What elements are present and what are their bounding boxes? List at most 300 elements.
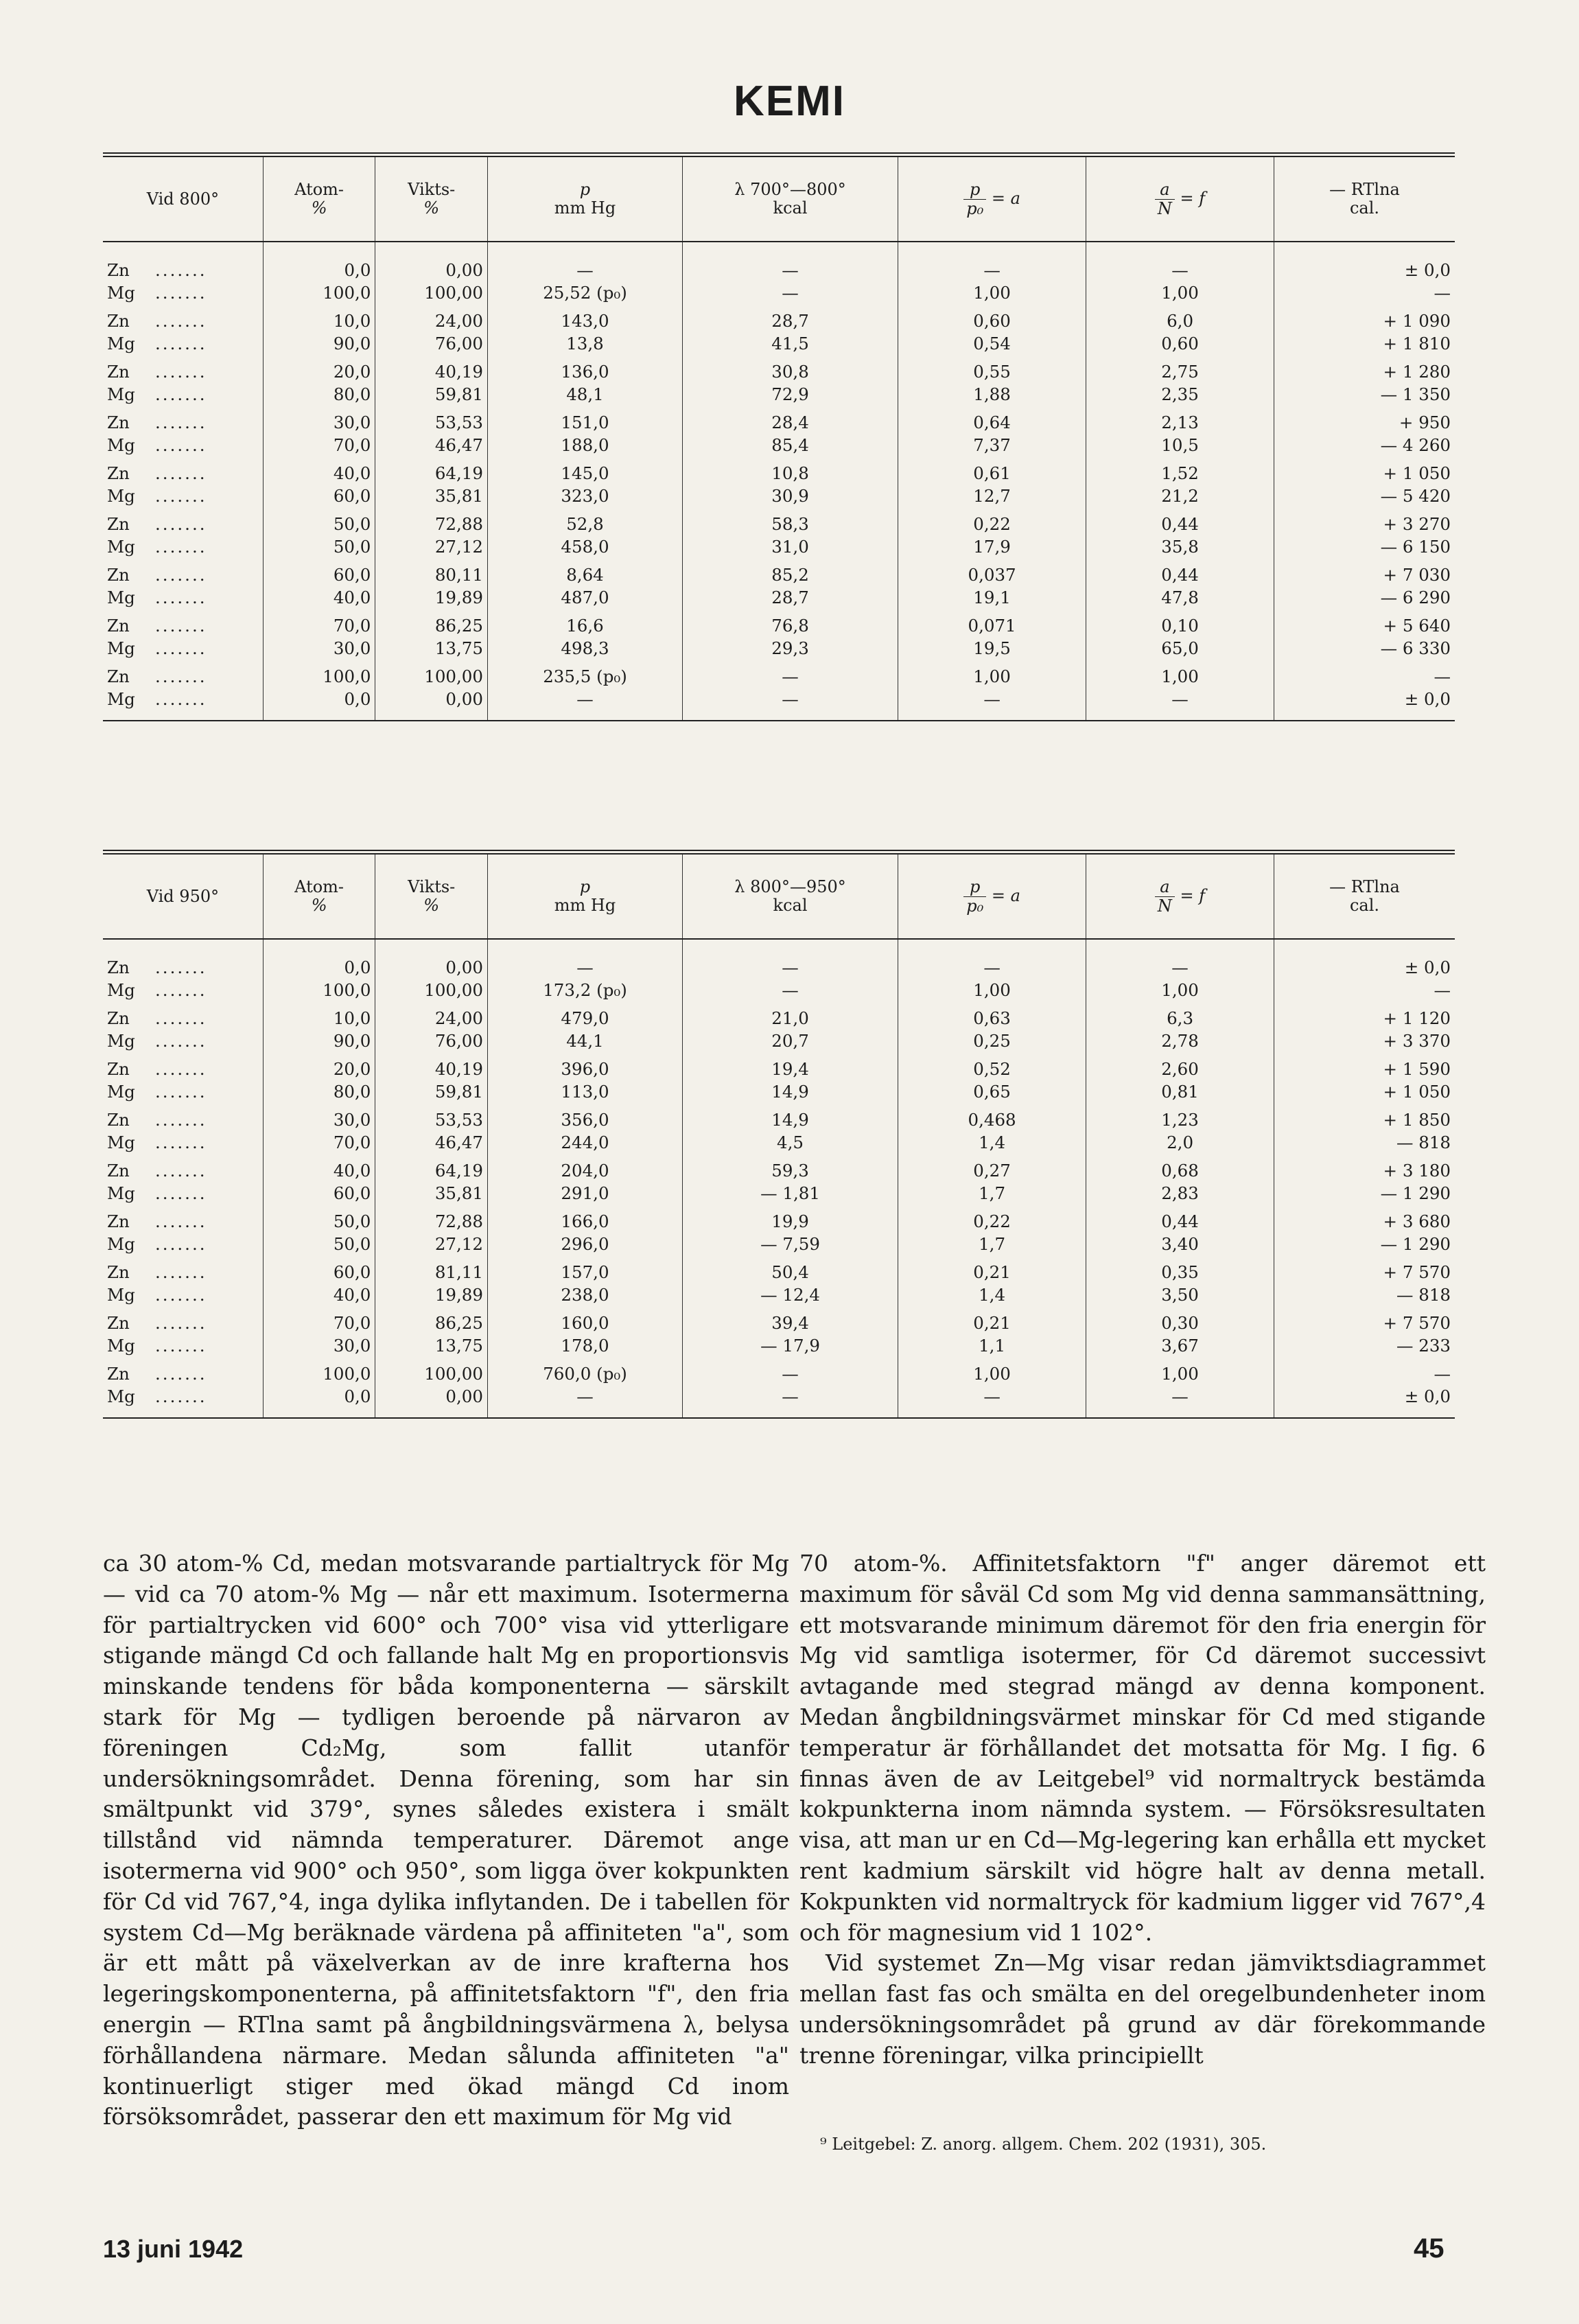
table-cell: —	[682, 281, 898, 304]
table-cell: 166,0	[487, 1205, 682, 1233]
table-cell	[103, 332, 263, 355]
table-cell: 1,00	[1086, 1357, 1274, 1385]
table-cell: 76,00	[375, 332, 488, 355]
table-cell	[103, 1080, 263, 1103]
table-cell	[103, 1306, 263, 1334]
table-cell: + 1 280	[1274, 355, 1455, 383]
table-cell: 44,1	[487, 1030, 682, 1052]
table-cell: 0,68	[1086, 1154, 1274, 1182]
table-cell: — 12,4	[682, 1283, 898, 1306]
table-cell: 0,61	[898, 456, 1086, 485]
body-column-left	[103, 1548, 789, 2133]
table-cell: 6,0	[1086, 304, 1274, 332]
table-cell: 28,7	[682, 304, 898, 332]
table-cell: —	[1274, 660, 1455, 688]
leader-dots: .......	[155, 435, 207, 455]
table-cell: 188,0	[487, 434, 682, 456]
table-cell: 2,83	[1086, 1182, 1274, 1205]
table-cell	[103, 1103, 263, 1131]
table-cell: 100,00	[375, 1357, 488, 1385]
element-symbol: Mg	[107, 1386, 135, 1406]
header-temp: Vid 800°	[103, 155, 263, 242]
table-row	[103, 1052, 1455, 1080]
table-row	[103, 1030, 1455, 1052]
footer-date: 13 juni 1942	[103, 2235, 244, 2263]
table-row	[103, 939, 1455, 979]
table-cell: 0,0	[263, 242, 375, 281]
table-cell: 0,22	[898, 1205, 1086, 1233]
table-cell: 65,0	[1086, 637, 1274, 660]
table-row	[103, 1205, 1455, 1233]
table-cell: 1,00	[898, 660, 1086, 688]
table-cell: — 1,81	[682, 1182, 898, 1205]
table-cell: + 1 120	[1274, 1001, 1455, 1030]
leader-dots: .......	[155, 1008, 207, 1028]
table-cell: 72,9	[682, 383, 898, 406]
table-cell: + 3 270	[1274, 507, 1455, 535]
table-cell: 487,0	[487, 586, 682, 609]
table-cell: 0,00	[375, 1385, 488, 1418]
table-cell: 0,21	[898, 1255, 1086, 1283]
table-cell: —	[487, 242, 682, 281]
table-800	[103, 152, 1455, 721]
table-cell: 1,4	[898, 1131, 1086, 1154]
table-cell: 498,3	[487, 637, 682, 660]
table-row	[103, 1255, 1455, 1283]
table-cell: 40,19	[375, 355, 488, 383]
table-cell: 20,0	[263, 355, 375, 383]
table-cell: 10,5	[1086, 434, 1274, 456]
table-cell: —	[682, 1385, 898, 1418]
table-cell: + 7 030	[1274, 558, 1455, 586]
table-row	[103, 1182, 1455, 1205]
table-cell: 2,75	[1086, 355, 1274, 383]
table-cell: 50,0	[263, 1205, 375, 1233]
leader-dots: .......	[155, 260, 207, 280]
table-cell: 1,88	[898, 383, 1086, 406]
table-cell: 27,12	[375, 1233, 488, 1255]
table-cell: 0,037	[898, 558, 1086, 586]
element-symbol: Mg	[107, 537, 135, 557]
table-cell: 244,0	[487, 1131, 682, 1154]
table-cell: 46,47	[375, 1131, 488, 1154]
table-cell: — 233	[1274, 1334, 1455, 1357]
element-symbol: Zn	[107, 463, 130, 483]
table-cell	[103, 939, 263, 979]
table-row	[103, 1233, 1455, 1255]
table-cell: — 5 420	[1274, 485, 1455, 507]
table-cell: 72,88	[375, 507, 488, 535]
table-cell: + 1 850	[1274, 1103, 1455, 1131]
footnote: ⁹ Leitgebel: Z. anorg. allgem. Chem. 202 (1931), 305.	[820, 2135, 1267, 2154]
leader-dots: .......	[155, 1082, 207, 1102]
table-cell: 47,8	[1086, 586, 1274, 609]
table-cell: 30,0	[263, 1103, 375, 1131]
table-cell: ± 0,0	[1274, 242, 1455, 281]
table-cell: — 7,59	[682, 1233, 898, 1255]
table-cell: 41,5	[682, 332, 898, 355]
table-cell: 0,55	[898, 355, 1086, 383]
table-row	[103, 485, 1455, 507]
table-cell: 10,0	[263, 304, 375, 332]
table-cell	[103, 281, 263, 304]
leader-dots: .......	[155, 980, 207, 1000]
leader-dots: .......	[155, 957, 207, 977]
table-cell: 21,0	[682, 1001, 898, 1030]
table-cell: + 1 050	[1274, 456, 1455, 485]
header-pressure: p mm Hg	[487, 852, 682, 940]
table-cell: 85,4	[682, 434, 898, 456]
header-atom: Atom- %	[263, 155, 375, 242]
leader-dots: .......	[155, 588, 207, 607]
table-cell	[103, 1182, 263, 1205]
table-cell: 458,0	[487, 535, 682, 558]
table-cell: + 1 810	[1274, 332, 1455, 355]
leader-dots: .......	[155, 1183, 207, 1203]
table-cell: 113,0	[487, 1080, 682, 1103]
leader-dots: .......	[155, 1161, 207, 1181]
leader-dots: .......	[155, 1313, 207, 1333]
table-cell: 29,3	[682, 637, 898, 660]
table-cell: 479,0	[487, 1001, 682, 1030]
table-cell	[103, 456, 263, 485]
table-cell: 31,0	[682, 535, 898, 558]
table-cell: 40,0	[263, 456, 375, 485]
leader-dots: .......	[155, 1285, 207, 1305]
table-cell: 39,4	[682, 1306, 898, 1334]
table-row	[103, 456, 1455, 485]
table-cell: 0,00	[375, 688, 488, 721]
table-cell: 0,25	[898, 1030, 1086, 1052]
table-cell: —	[682, 1357, 898, 1385]
table-row	[103, 1334, 1455, 1357]
table-cell: 14,9	[682, 1103, 898, 1131]
table-cell: — 818	[1274, 1131, 1455, 1154]
table-cell: 8,64	[487, 558, 682, 586]
table-row	[103, 637, 1455, 660]
table-cell: 19,4	[682, 1052, 898, 1080]
table-cell: 1,23	[1086, 1103, 1274, 1131]
table-cell: + 1 590	[1274, 1052, 1455, 1080]
element-symbol: Zn	[107, 1161, 130, 1181]
element-symbol: Zn	[107, 412, 130, 432]
table-cell: 296,0	[487, 1233, 682, 1255]
element-symbol: Zn	[107, 565, 130, 585]
table-cell: 2,60	[1086, 1052, 1274, 1080]
leader-dots: .......	[155, 1059, 207, 1079]
header-lambda: λ 700°—800° kcal	[682, 155, 898, 242]
table-cell	[103, 1205, 263, 1233]
table-cell: 20,7	[682, 1030, 898, 1052]
table-cell: 0,071	[898, 609, 1086, 637]
element-symbol: Mg	[107, 283, 135, 303]
table-cell: 2,0	[1086, 1131, 1274, 1154]
element-symbol: Zn	[107, 1262, 130, 1282]
table-row	[103, 1357, 1455, 1385]
table-row	[103, 434, 1455, 456]
table-cell: ± 0,0	[1274, 688, 1455, 721]
table-cell: — 1 350	[1274, 383, 1455, 406]
table-cell: 291,0	[487, 1182, 682, 1205]
element-symbol: Mg	[107, 1285, 135, 1305]
table-cell	[103, 558, 263, 586]
element-symbol: Mg	[107, 588, 135, 607]
table-cell: 60,0	[263, 1182, 375, 1205]
table-cell: — 17,9	[682, 1334, 898, 1357]
table-cell: 7,37	[898, 434, 1086, 456]
table-row	[103, 586, 1455, 609]
table-row	[103, 1103, 1455, 1131]
table-cell: 1,7	[898, 1233, 1086, 1255]
table-cell: 28,7	[682, 586, 898, 609]
table-row	[103, 304, 1455, 332]
table-cell: 64,19	[375, 1154, 488, 1182]
table-cell: 0,81	[1086, 1080, 1274, 1103]
table-cell: 50,4	[682, 1255, 898, 1283]
table-cell: ± 0,0	[1274, 1385, 1455, 1418]
table-cell: 50,0	[263, 535, 375, 558]
table-cell: —	[487, 688, 682, 721]
table-row	[103, 355, 1455, 383]
table-cell	[103, 242, 263, 281]
table-cell: 238,0	[487, 1283, 682, 1306]
table-cell: 0,65	[898, 1080, 1086, 1103]
table-cell: ± 0,0	[1274, 939, 1455, 979]
header-rtlna: — RTlna cal.	[1274, 155, 1455, 242]
table-cell: 80,0	[263, 383, 375, 406]
table-cell	[103, 1131, 263, 1154]
table-cell: 58,3	[682, 507, 898, 535]
table-cell: 3,40	[1086, 1233, 1274, 1255]
element-symbol: Mg	[107, 689, 135, 709]
table-row	[103, 1131, 1455, 1154]
leader-dots: .......	[155, 565, 207, 585]
table-cell: 19,1	[898, 586, 1086, 609]
table-cell: 16,6	[487, 609, 682, 637]
table-row	[103, 1385, 1455, 1418]
header-ratio-f: $\frac{a}{N}$ = f	[1086, 852, 1274, 940]
table-cell: 53,53	[375, 406, 488, 434]
table-cell	[103, 1334, 263, 1357]
table-cell: 100,00	[375, 281, 488, 304]
table-cell: —	[682, 688, 898, 721]
table-cell	[103, 535, 263, 558]
table-cell: 0,21	[898, 1306, 1086, 1334]
table-cell: 14,9	[682, 1080, 898, 1103]
element-symbol: Zn	[107, 1059, 130, 1079]
table-cell: 2,13	[1086, 406, 1274, 434]
table-cell: —	[898, 939, 1086, 979]
table-cell	[103, 507, 263, 535]
table-cell: — 1 290	[1274, 1233, 1455, 1255]
table-cell: 160,0	[487, 1306, 682, 1334]
table-cell	[103, 1255, 263, 1283]
table-cell: 70,0	[263, 1306, 375, 1334]
table-cell: — 6 330	[1274, 637, 1455, 660]
table-cell: 396,0	[487, 1052, 682, 1080]
leader-dots: .......	[155, 689, 207, 709]
table-cell: 59,81	[375, 1080, 488, 1103]
table-cell: —	[1086, 688, 1274, 721]
table-cell: 30,9	[682, 485, 898, 507]
table-cell: 0,468	[898, 1103, 1086, 1131]
table-cell: 2,35	[1086, 383, 1274, 406]
table-cell: 81,11	[375, 1255, 488, 1283]
element-symbol: Zn	[107, 666, 130, 686]
element-symbol: Mg	[107, 1336, 135, 1356]
table-cell: —	[487, 1385, 682, 1418]
table-cell: 86,25	[375, 609, 488, 637]
table-cell: 24,00	[375, 304, 488, 332]
table-cell: 157,0	[487, 1255, 682, 1283]
table-row	[103, 1080, 1455, 1103]
table-cell: 178,0	[487, 1334, 682, 1357]
table-row	[103, 507, 1455, 535]
table-cell: — 4 260	[1274, 434, 1455, 456]
table-cell: 323,0	[487, 485, 682, 507]
table-cell: 30,0	[263, 406, 375, 434]
table-cell: 35,81	[375, 1182, 488, 1205]
table-row	[103, 281, 1455, 304]
leader-dots: .......	[155, 514, 207, 534]
table-cell: 40,19	[375, 1052, 488, 1080]
table-cell: —	[1274, 281, 1455, 304]
table-cell	[103, 1030, 263, 1052]
table-cell: 35,81	[375, 485, 488, 507]
table-cell: 0,60	[898, 304, 1086, 332]
table-cell: 35,8	[1086, 535, 1274, 558]
table-cell: 0,44	[1086, 558, 1274, 586]
leader-dots: .......	[155, 1110, 207, 1130]
leader-dots: .......	[155, 616, 207, 636]
table-cell: 151,0	[487, 406, 682, 434]
element-symbol: Zn	[107, 1313, 130, 1333]
table-cell: 90,0	[263, 332, 375, 355]
table-cell: 13,75	[375, 1334, 488, 1357]
table-row	[103, 609, 1455, 637]
table-cell: 145,0	[487, 456, 682, 485]
table-cell: 0,60	[1086, 332, 1274, 355]
table-cell: 85,2	[682, 558, 898, 586]
table-cell: 50,0	[263, 507, 375, 535]
table-cell: 173,2 (p₀)	[487, 979, 682, 1001]
table-cell: 0,30	[1086, 1306, 1274, 1334]
leader-dots: .......	[155, 412, 207, 432]
table-cell: 100,00	[375, 979, 488, 1001]
table-cell: 17,9	[898, 535, 1086, 558]
table-cell: + 7 570	[1274, 1255, 1455, 1283]
leader-dots: .......	[155, 638, 207, 658]
table-cell: 25,52 (p₀)	[487, 281, 682, 304]
table-cell: 64,19	[375, 456, 488, 485]
table-cell	[103, 355, 263, 383]
table-row	[103, 1154, 1455, 1182]
table-cell: 21,2	[1086, 485, 1274, 507]
table-cell: 1,7	[898, 1182, 1086, 1205]
table-cell: 28,4	[682, 406, 898, 434]
table-cell: + 1 050	[1274, 1080, 1455, 1103]
table-cell: 59,3	[682, 1154, 898, 1182]
table-cell	[103, 1283, 263, 1306]
element-symbol: Mg	[107, 980, 135, 1000]
table-cell: 30,0	[263, 1334, 375, 1357]
table-cell: 40,0	[263, 586, 375, 609]
table-cell	[103, 609, 263, 637]
table-cell	[103, 383, 263, 406]
table-cell: 0,44	[1086, 1205, 1274, 1233]
table-cell: 100,0	[263, 979, 375, 1001]
element-symbol: Mg	[107, 1031, 135, 1051]
table-cell: 0,0	[263, 1385, 375, 1418]
table-cell: 0,0	[263, 688, 375, 721]
table-cell: —	[682, 242, 898, 281]
table-cell: 13,8	[487, 332, 682, 355]
table-cell: — 818	[1274, 1283, 1455, 1306]
element-symbol: Zn	[107, 1211, 130, 1231]
element-symbol: Mg	[107, 1234, 135, 1254]
table-cell: 72,88	[375, 1205, 488, 1233]
table-cell: 30,0	[263, 637, 375, 660]
leader-dots: .......	[155, 384, 207, 404]
table-cell: 52,8	[487, 507, 682, 535]
table-cell: 1,00	[1086, 979, 1274, 1001]
table-cell: 0,52	[898, 1052, 1086, 1080]
table-cell: 10,8	[682, 456, 898, 485]
table-row	[103, 979, 1455, 1001]
table-cell: 3,67	[1086, 1334, 1274, 1357]
table-cell: 40,0	[263, 1283, 375, 1306]
table-row	[103, 383, 1455, 406]
table-950	[103, 850, 1455, 1419]
table-cell: —	[682, 979, 898, 1001]
header-temp: Vid 950°	[103, 852, 263, 940]
table-cell: 0,54	[898, 332, 1086, 355]
table-cell: — 6 290	[1274, 586, 1455, 609]
leader-dots: .......	[155, 666, 207, 686]
leader-dots: .......	[155, 311, 207, 331]
table-cell	[103, 1154, 263, 1182]
table-cell: + 3 180	[1274, 1154, 1455, 1182]
table-cell	[103, 304, 263, 332]
table-row	[103, 242, 1455, 281]
table-row	[103, 535, 1455, 558]
leader-dots: .......	[155, 334, 207, 353]
table-cell: 24,00	[375, 1001, 488, 1030]
table-cell: —	[1274, 1357, 1455, 1385]
table-cell: 0,44	[1086, 507, 1274, 535]
leader-dots: .......	[155, 1031, 207, 1051]
leader-dots: .......	[155, 283, 207, 303]
element-symbol: Zn	[107, 514, 130, 534]
table-cell: 1,00	[1086, 660, 1274, 688]
table-cell: 50,0	[263, 1233, 375, 1255]
table-cell: + 950	[1274, 406, 1455, 434]
table-cell: 6,3	[1086, 1001, 1274, 1030]
header-vikt: Vikts- %	[375, 155, 488, 242]
paragraph: ca 30 atom-% Cd, medan motsvarande partialtryck för Mg — vid ca 70 atom-% Mg — når ett maximum. Isotermerna för partialtrycken vid 600° och 700° visa vid ytterligare stigande mängd Cd och fallande halt Mg en proportionsvis minskande tendens för båda komponenterna — särskilt stark för Mg — tydligen beroende på närvaron av föreningen Cd₂Mg, som fallit utanför undersökningsområdet. Denna förening, som har sin smältpunkt vid 379°, synes således existera i smält tillstånd vid nämnda temperaturer. Däremot ange isotermerna vid 900° och 950°, som ligga över kokpunkten för Cd vid 767,°4, inga dylika inflytanden. De i tabellen för system Cd—Mg beräknade värdena på affiniteten "a", som är ett mått på växelverkan av de inre krafterna hos legeringskomponenterna, på affinitetsfaktorn "f", den fria energin — RTlna samt på ångbildningsvärmena λ, belysa förhållandena närmare. Medan sålunda affiniteten "a" kontinuerligt stiger med ökad mängd Cd inom försöksområdet, passerar den ett maximum för Mg vid	[103, 1550, 789, 2130]
table-row	[103, 406, 1455, 434]
table-cell	[103, 586, 263, 609]
table-cell: 1,1	[898, 1334, 1086, 1357]
leader-dots: .......	[155, 537, 207, 557]
table-cell	[103, 1001, 263, 1030]
table-cell	[103, 1385, 263, 1418]
table-cell: 60,0	[263, 558, 375, 586]
table-cell: 86,25	[375, 1306, 488, 1334]
table-cell: 0,64	[898, 406, 1086, 434]
table-cell: 0,10	[1086, 609, 1274, 637]
table-cell: 100,0	[263, 660, 375, 688]
